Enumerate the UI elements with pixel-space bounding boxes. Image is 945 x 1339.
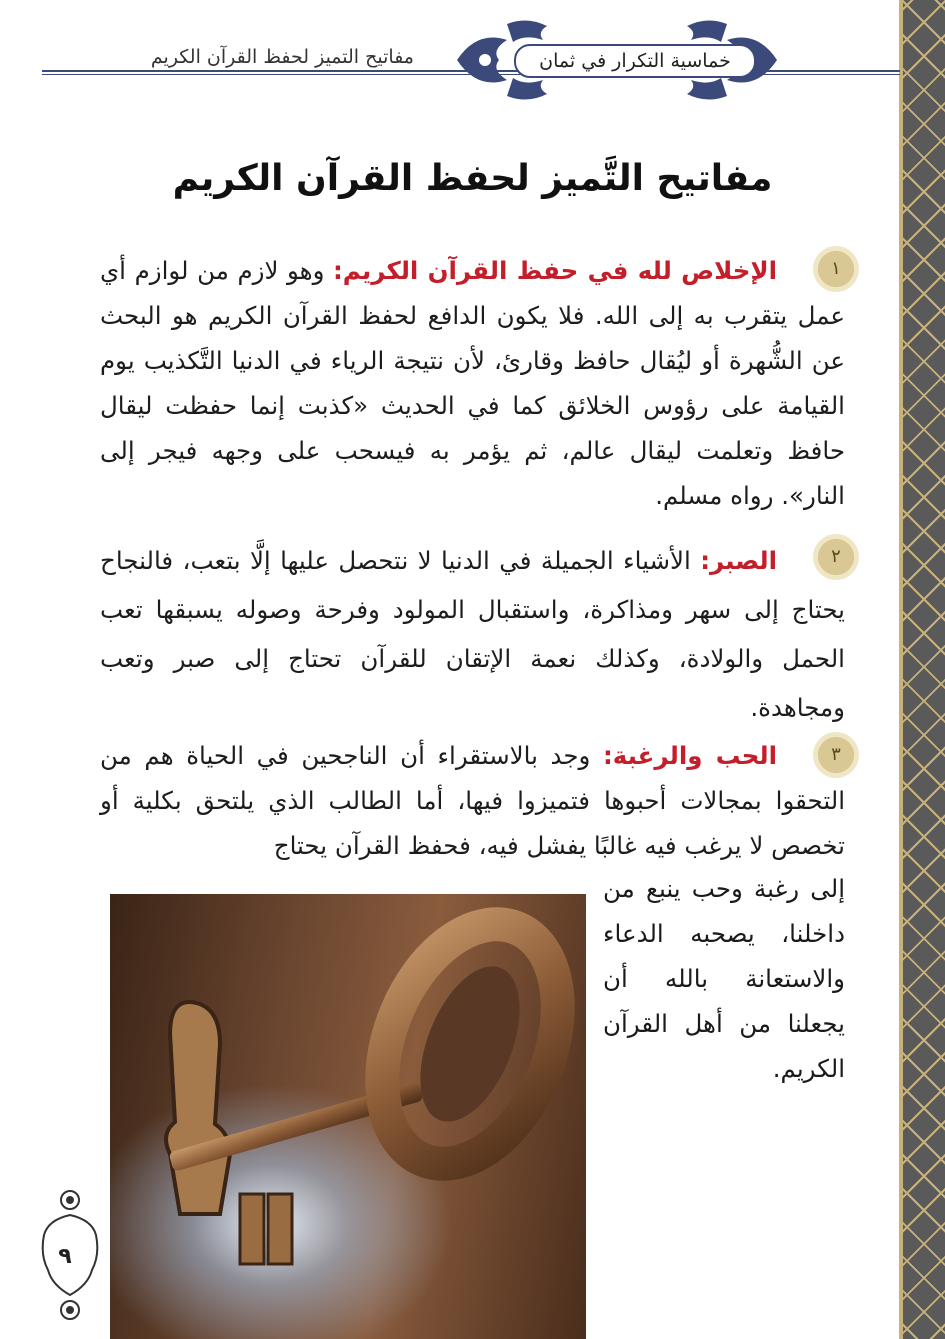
item-paragraph-sincerity: [100, 248, 845, 518]
key-illustration: [110, 894, 586, 1339]
item-label: الحب والرغبة:: [602, 741, 777, 770]
item-label: الإخلاص لله في حفظ القرآن الكريم:: [333, 256, 777, 285]
item-number-badge: ٣: [813, 732, 859, 778]
page-number: ٩: [58, 1244, 72, 1269]
item-number-badge: ١: [813, 246, 859, 292]
item-label: الصبر:: [700, 546, 777, 575]
item-paragraph-love: [100, 733, 845, 868]
item-paragraph-patience: [100, 536, 845, 732]
side-strip-edge: [899, 0, 903, 1339]
chapter-title: خماسية التكرار في ثمان: [514, 44, 756, 78]
key-in-keyhole-photo: [110, 894, 586, 1339]
item-paragraph-love-continued: إلى رغبة وحب ينبع من داخلنا، يصحبه الدعاء والاستعانة بالله أن يجعلنا من أهل القرآن الكريم.: [603, 874, 845, 1083]
item-number-badge: ٢: [813, 534, 859, 580]
item-text: الأشياء الجميلة في الدنيا لا نتحصل عليها إلَّا بتعب، فالنجاح يحتاج إلى سهر ومذاكرة، واستقبال المولود وفرحة وصوله يسبقها تعب الحمل والولادة، وكذلك نعمة الإتقان للقرآن تحتاج إلى صبر وتعب ومجاهدة.: [100, 546, 845, 722]
running-title: مفاتيح التميز لحفظ القرآن الكريم: [150, 46, 414, 68]
page-header: [0, 0, 899, 110]
page-title: مفاتيح التَّميز لحفظ القرآن الكريم: [172, 158, 773, 199]
item-text: وجد بالاستقراء أن الناجحين في الحياة هم من التحقوا بمجالات أحبوها فتميزوا فيها، أما الطالب الذي يلتحق بكلية أو تخصص لا يرغب فيه غالبًا يفشل فيه، فحفظ القرآن يحتاج: [100, 741, 845, 860]
item-text: وهو لازم من لوازم أي عمل يتقرب به إلى الله. فلا يكون الدافع لحفظ القرآن الكريم هو البحث عن الشُّهرة أو ليُقال حافظ وقارئ، لأن نتيجة الرياء في الدنيا التَّكذيب يوم القيامة على رؤوس الخلائق كما في الحديث «كذبت إنما حفظت ليقال حافظ وتعلمت ليقال عالم، ثم يؤمر به فيسحب على وجهه فيجر إلى النار». رواه مسلم.: [100, 256, 845, 510]
decorative-side-strip: [903, 0, 945, 1339]
